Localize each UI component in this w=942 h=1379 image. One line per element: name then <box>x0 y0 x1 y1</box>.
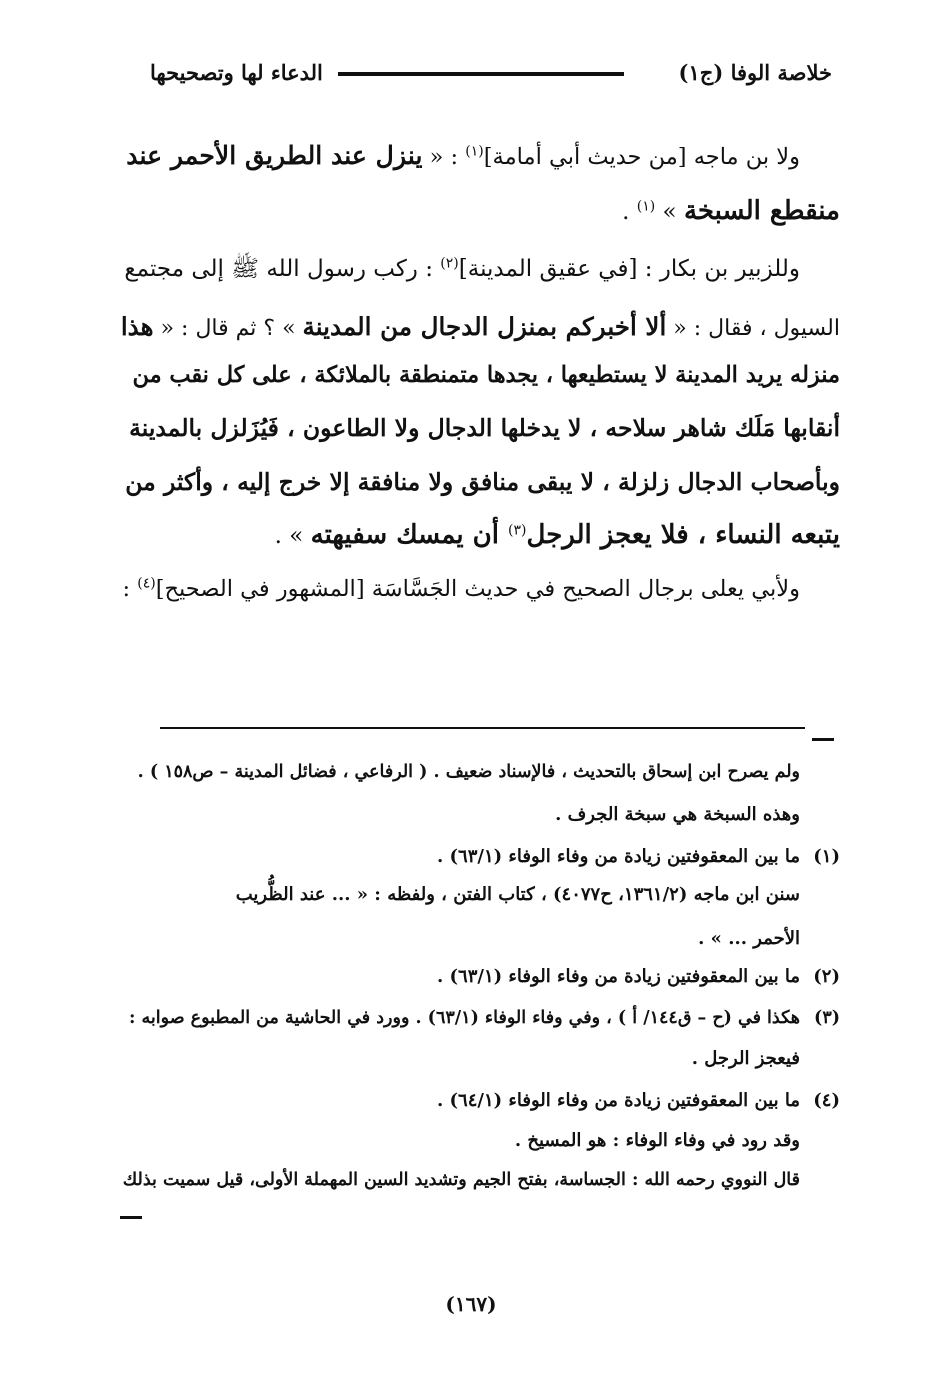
page-number: (١٦٧) <box>445 1292 497 1316</box>
text-run: : « <box>422 144 466 170</box>
hadith-text: أن يمسك سفيهته <box>310 520 509 550</box>
footnote-text: ما بين المعقوفتين زيادة من وفاء الوفاء (٦٣/١) . <box>436 846 800 867</box>
hadith-text: ينزل عند الطريق الأحمر عند <box>126 140 423 170</box>
text-line <box>275 520 840 551</box>
hadith-text: وبأصحاب الدجال زلزلة ، لا يبقى منافق ولا منافقة إلا خرج إليه ، وأكثر من <box>125 468 840 496</box>
footnote-line: سنن ابن ماجه (١٣٦١/٢، ح٤٠٧٧) ، كتاب الفتن ، ولفظه : « ... عند الظُّريب <box>235 884 800 905</box>
footnote-number: (١) <box>813 846 840 867</box>
footnote-4 <box>437 1090 840 1112</box>
footnote-ref: (٤) <box>137 575 156 592</box>
text-run: » . <box>274 523 311 549</box>
footnote-3 <box>129 1008 840 1029</box>
footnote-ref: (١) <box>636 198 656 215</box>
text-line <box>133 362 840 389</box>
dash-mark <box>120 1216 142 1219</box>
dash-mark <box>812 738 834 741</box>
text-line <box>123 576 800 603</box>
text-line <box>622 196 840 227</box>
text-run: : <box>122 576 138 602</box>
book-title: خلاصة الوفا (ج١) <box>678 60 832 85</box>
footnote-line: فيعجز الرجل . <box>691 1048 800 1069</box>
text-run: وللزبير بن بكار : [في عقيق المدينة] <box>458 256 800 282</box>
chapter-title: الدعاء لها وتصحيحها <box>150 60 323 85</box>
text-run: ولأبي يعلى برجال الصحيح في حديث الجَسَّاسَة [المشهور في الصحيح] <box>155 576 800 602</box>
text-run: السيول ، فقال : « <box>666 316 840 341</box>
header-rule <box>338 72 624 76</box>
hadith-text: هذا <box>120 312 154 341</box>
footnote-text: ما بين المعقوفتين زيادة من وفاء الوفاء (٦٣/١) . <box>436 966 800 987</box>
text-line <box>126 140 800 171</box>
hadith-text: يتبعه النساء ، فلا يعجز الرجل <box>526 520 840 550</box>
text-run: : ركب رسول الله ﷺ إلى مجتمع <box>124 256 441 282</box>
footnote-ref: (١) <box>465 143 484 160</box>
footnote-line: وقد رود في وفاء الوفاء : هو المسيخ . <box>514 1130 800 1151</box>
footnote-number: (٢) <box>813 966 840 987</box>
text-run: . <box>622 199 637 225</box>
footnote-2 <box>437 966 840 988</box>
text-line <box>129 414 840 442</box>
footnote-1 <box>437 846 840 868</box>
footnote-separator <box>160 727 805 729</box>
footnote-number: (٣) <box>814 1008 840 1028</box>
text-run: » <box>655 199 684 225</box>
footnote-line: وهذه السبخة هي سبخة الجرف . <box>555 804 800 825</box>
hadith-text: أنقابها مَلَك شاهر سلاحه ، لا يدخلها الدجال ولا الطاعون ، فَيُزَلزل بالمدينة <box>129 414 840 442</box>
text-run: » ؟ ثم قال : « <box>153 316 303 341</box>
hadith-text: ألا أخبركم بمنزل الدجال من المدينة <box>302 312 667 341</box>
footnote-text: هكذا في (ح – ق١٤٤/ أ ) ، وفي وفاء الوفاء (٦٣/١) . وورد في الحاشية من المطبوع صوابه : <box>129 1008 800 1028</box>
text-run: ولا بن ماجه [من حديث أبي أمامة] <box>483 144 800 170</box>
hadith-text: منقطع السبخة <box>683 196 840 226</box>
text-line <box>121 312 840 342</box>
footnote-line: الأحمر ... » . <box>698 928 800 949</box>
footnote-text: ما بين المعقوفتين زيادة من وفاء الوفاء (٦٤/١) . <box>436 1090 800 1111</box>
footnote-line: ولم يصرح ابن إسحاق بالتحديث ، فالإسناد ضعيف . ( الرفاعي ، فضائل المدينة – ص١٥٨ ) . <box>137 762 800 782</box>
running-header <box>150 58 832 92</box>
text-line <box>125 468 840 496</box>
footnote-line: قال النووي رحمه الله : الجساسة، بفتح الجيم وتشديد السين المهملة الأولى، قيل سميت بذلك <box>122 1170 800 1190</box>
footnote-number: (٤) <box>813 1090 840 1111</box>
hadith-text: منزله يريد المدينة لا يستطيعها ، يجدها متمنطقة بالملائكة ، على كل نقب من <box>132 362 840 388</box>
text-line <box>124 256 800 284</box>
footnote-ref: (٢) <box>440 255 459 272</box>
footnote-ref: (٣) <box>508 522 527 539</box>
